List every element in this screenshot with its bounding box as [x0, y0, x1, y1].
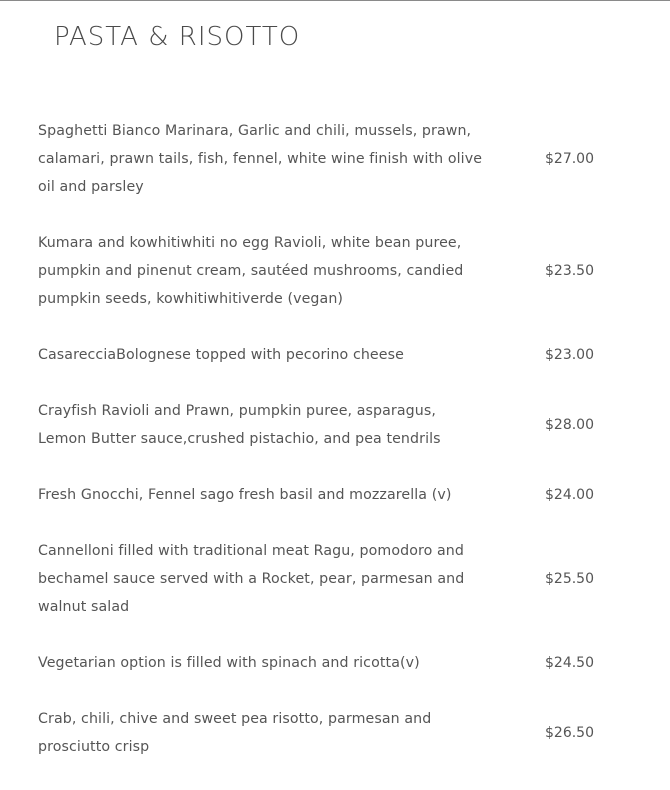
menu-item: [38, 481, 598, 509]
menu-item: [38, 705, 598, 761]
menu-item: [38, 341, 598, 369]
menu-item-description: Cannelloni filled with traditional meat Ragu, pomodoro and bechamel sauce served with a Rocket, pear, parmesan and walnut salad: [38, 543, 465, 615]
menu-item: [38, 397, 598, 453]
menu-item-price: $25.50: [545, 571, 594, 587]
menu-item-price: $28.00: [545, 417, 594, 433]
menu-list: [38, 117, 598, 789]
menu-item-price: $26.50: [545, 725, 594, 741]
menu-item-price: $23.50: [545, 263, 594, 279]
menu-item-description: Kumara and kowhitiwhiti no egg Ravioli, white bean puree, pumpkin and pinenut cream, sautéed mushrooms, candied pumpkin seeds, kowhitiwhitiverde (vegan): [38, 235, 464, 307]
top-divider: [0, 0, 670, 1]
menu-item-description: CasarecciaBolognese topped with pecorino cheese: [38, 347, 404, 363]
section-title: PASTA & RISOTTO: [54, 22, 301, 52]
menu-item: [38, 229, 598, 313]
menu-item: [38, 649, 598, 677]
menu-item-description: Spaghetti Bianco Marinara, Garlic and chili, mussels, prawn, calamari, prawn tails, fish, fennel, white wine finish with olive oil and parsley: [38, 123, 483, 195]
menu-item-price: $24.50: [545, 655, 594, 671]
menu-item: [38, 537, 598, 621]
menu-item-price: $27.00: [545, 151, 594, 167]
menu-item: [38, 117, 598, 201]
menu-item-description: Vegetarian option is filled with spinach and ricotta(v): [38, 655, 420, 671]
menu-item-description: Crayfish Ravioli and Prawn, pumpkin puree, asparagus, Lemon Butter sauce,crushed pistachio, and pea tendrils: [38, 403, 441, 447]
menu-item-price: $24.00: [545, 487, 594, 503]
menu-item-description: Fresh Gnocchi, Fennel sago fresh basil and mozzarella (v): [38, 487, 452, 503]
menu-item-description: Crab, chili, chive and sweet pea risotto, parmesan and prosciutto crisp: [38, 711, 432, 755]
menu-item-price: $23.00: [545, 347, 594, 363]
